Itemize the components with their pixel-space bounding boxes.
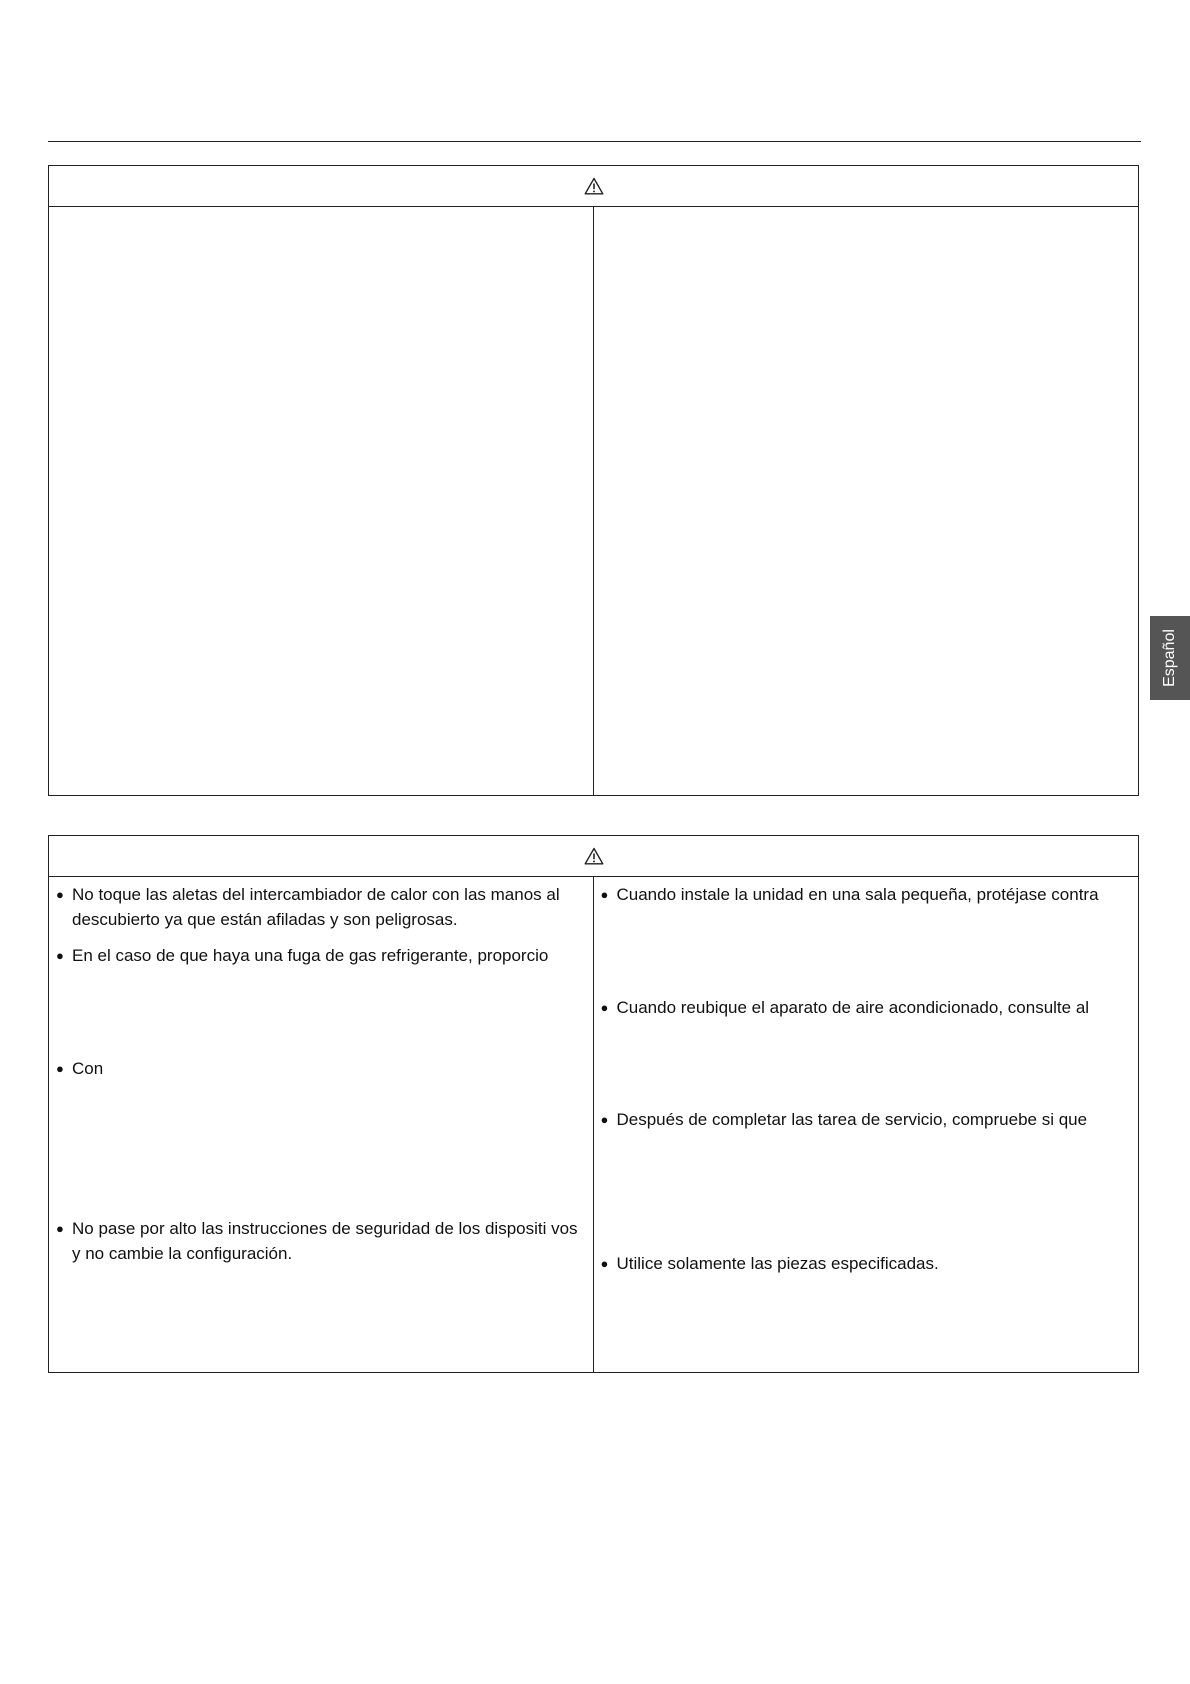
bullet: ●: [600, 1256, 609, 1271]
bullet: ●: [600, 1112, 609, 1127]
list-item-text: Utilice solamente las piezas especificadas.: [616, 1254, 939, 1273]
warning-box-1-header: [49, 166, 1138, 207]
warning-triangle-icon: [584, 847, 604, 865]
list-item-text: Después de completar las tarea de servicio, compruebe si que: [616, 1110, 1088, 1129]
warning-box-1: [48, 165, 1139, 796]
list-item: [56, 1217, 587, 1266]
list-item-text: No toque las aletas del intercambiador de calor con las manos al descubierto ya que están afiladas y son peligrosas.: [72, 885, 560, 929]
warning-box-2-right-column: [594, 877, 1139, 1372]
bullet: ●: [600, 1000, 609, 1015]
bullet: ●: [600, 887, 609, 902]
list-item: [56, 883, 587, 932]
bullet: ●: [56, 887, 64, 902]
warning-triangle-icon: [584, 177, 604, 195]
warning-box-2: [48, 835, 1139, 1373]
language-tab: [1150, 616, 1190, 700]
list-item: [601, 883, 1133, 908]
warning-box-1-left-column: [49, 207, 594, 795]
list-item-text: Cuando reubique el aparato de aire acondicionado, consulte al: [616, 998, 1090, 1017]
bullet: ●: [56, 1061, 64, 1076]
list-item: [601, 1108, 1133, 1133]
list-item-text: En el caso de que haya una fuga de gas refrigerante, proporcio: [72, 946, 549, 965]
list-item: [56, 1057, 587, 1082]
list-item: [601, 996, 1133, 1021]
bullet: ●: [56, 1221, 64, 1236]
language-tab-label: Español: [1161, 629, 1179, 687]
bullet: ●: [56, 948, 64, 963]
list-item-text: Cuando instale la unidad en una sala pequeña, protéjase contra: [616, 885, 1099, 904]
list-item: [601, 1252, 1133, 1277]
list-item-text: No pase por alto las instrucciones de seguridad de los dispositi vos y no cambie la configuración.: [72, 1219, 578, 1263]
list-item: [56, 944, 587, 969]
warning-box-1-right-column: [594, 207, 1139, 795]
warning-box-2-header: [49, 836, 1138, 877]
warning-box-2-left-column: [49, 877, 594, 1372]
top-divider-line: [48, 141, 1141, 142]
list-item-text: Con: [72, 1059, 104, 1078]
